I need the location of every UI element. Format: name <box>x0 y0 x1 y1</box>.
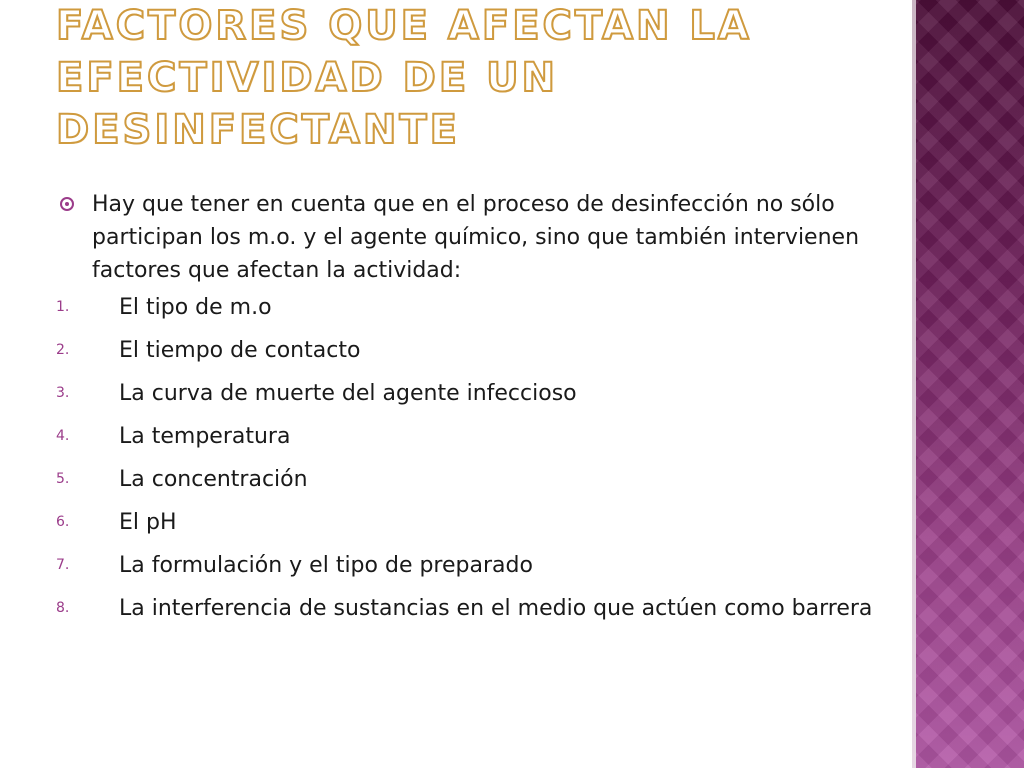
target-bullet-icon <box>60 197 74 211</box>
intro-paragraph <box>56 188 876 287</box>
list-item-number: 4. <box>56 428 70 444</box>
list-item <box>56 420 876 453</box>
list-item-number: 8. <box>56 600 70 616</box>
list-item-number: 1. <box>56 299 70 315</box>
list-item <box>56 506 876 539</box>
side-band-edge <box>912 0 916 768</box>
slide-title: FACTORES QUE AFECTAN LA EFECTIVIDAD DE UN DESINFECTANTE <box>56 3 752 153</box>
list-item-text: La formulación y el tipo de preparado <box>119 553 533 578</box>
list-item <box>56 377 876 410</box>
list-item <box>56 549 876 582</box>
intro-text: Hay que tener en cuenta que en el proceso de desinfección no sólo participan los m.o. y el agente químico, sino que también intervienen factores que afectan la actividad: <box>92 192 860 283</box>
factor-list <box>56 291 876 625</box>
list-item-text: El tipo de m.o <box>119 295 272 320</box>
list-item-number: 2. <box>56 342 70 358</box>
list-item <box>56 592 876 625</box>
list-item-number: 3. <box>56 385 70 401</box>
list-item-text: La interferencia de sustancias en el medio que actúen como barrera <box>119 596 873 621</box>
list-item-text: El tiempo de contacto <box>119 338 361 363</box>
list-item-text: El pH <box>119 510 177 535</box>
list-item-text: La curva de muerte del agente infeccioso <box>119 381 577 406</box>
list-item-number: 7. <box>56 557 70 573</box>
slide-body <box>56 188 876 635</box>
list-item <box>56 463 876 496</box>
list-item-text: La concentración <box>119 467 308 492</box>
decorative-side-band <box>912 0 1024 768</box>
list-item <box>56 334 876 367</box>
list-item-number: 6. <box>56 514 70 530</box>
list-item <box>56 291 876 324</box>
list-item-text: La temperatura <box>119 424 291 449</box>
list-item-number: 5. <box>56 471 70 487</box>
